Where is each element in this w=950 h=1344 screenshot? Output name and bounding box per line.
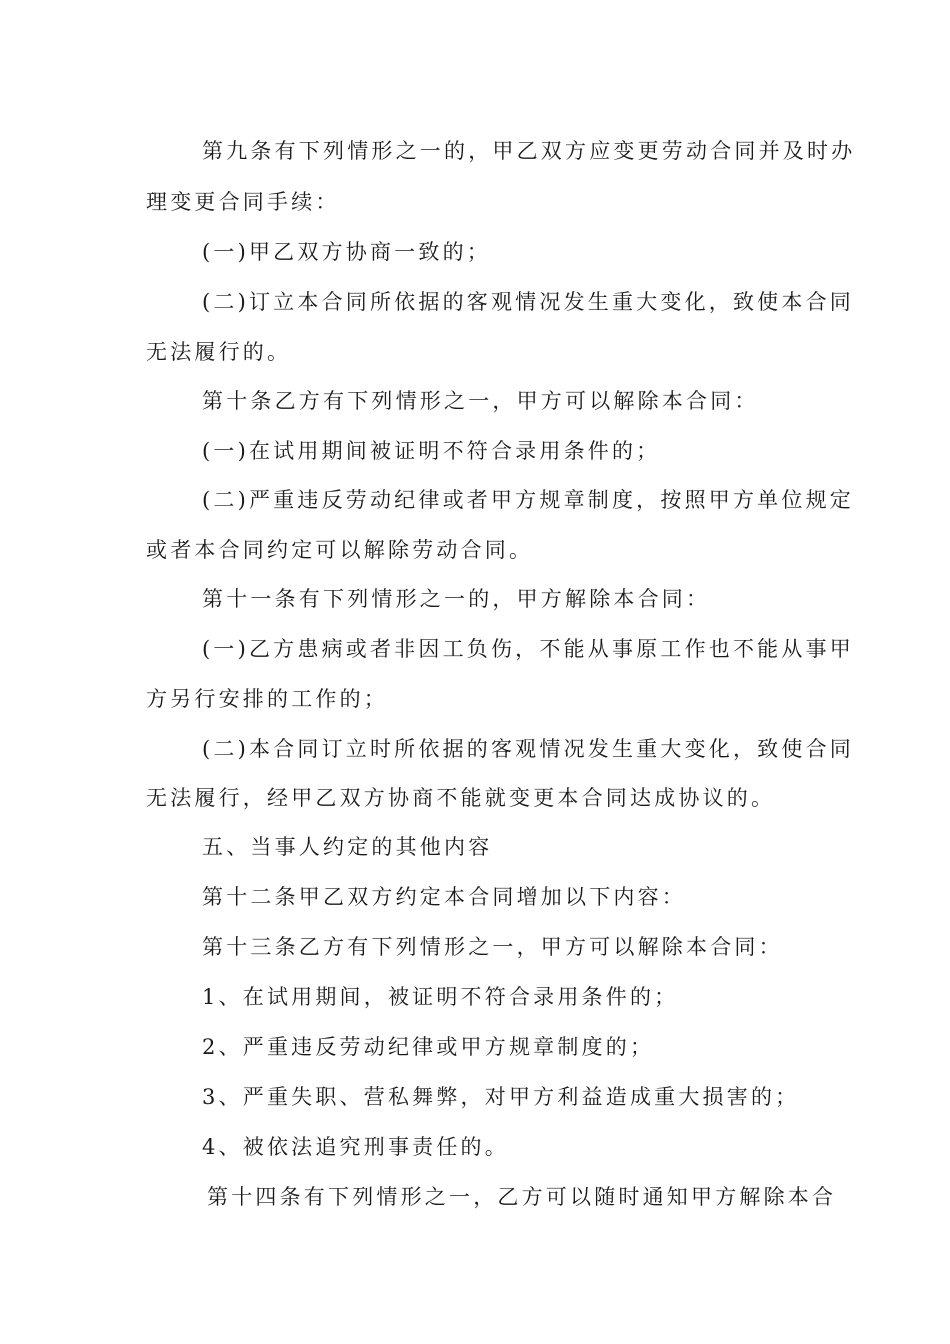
paragraph-line: 第十三条乙方有下列情形之一，甲方可以解除本合同： xyxy=(202,935,783,959)
list-item: 2、严重违反劳动纪律或甲方规章制度的； xyxy=(202,1035,655,1059)
section-heading: 五、当事人约定的其他内容 xyxy=(202,835,493,859)
list-item: 4、被依法追究刑事责任的。 xyxy=(202,1135,509,1159)
list-item: 3、严重失职、营私舞弊，对甲方利益造成重大损害的； xyxy=(202,1085,800,1109)
paragraph-line: (二)严重违反劳动纪律或者甲方规章制度，按照甲方单位规定 xyxy=(202,488,854,512)
paragraph-line: 第九条有下列情形之一的，甲乙双方应变更劳动合同并及时办 xyxy=(202,139,856,163)
paragraph-line: 无法履行，经甲乙双方协商不能就变更本合同达成协议的。 xyxy=(146,786,776,810)
paragraph-line: (一)在试用期间被证明不符合录用条件的； xyxy=(202,439,661,463)
paragraph-line: 方另行安排的工作的； xyxy=(146,687,388,711)
paragraph-line: (二)订立本合同所依据的客观情况发生重大变化，致使本合同 xyxy=(202,290,854,314)
paragraph-line: 理变更合同手续： xyxy=(146,190,340,214)
paragraph-line: 第十二条甲乙双方约定本合同增加以下内容： xyxy=(202,885,686,909)
paragraph-line: 无法履行的。 xyxy=(146,340,292,364)
paragraph-line: 或者本合同约定可以解除劳动合同。 xyxy=(146,538,534,562)
paragraph-line: 第十一条有下列情形之一的，甲方解除本合同： xyxy=(202,587,711,611)
paragraph-line: (二)本合同订立时所依据的客观情况发生重大变化，致使合同 xyxy=(202,737,854,761)
paragraph-line: (一)甲乙双方协商一致的； xyxy=(202,240,491,264)
paragraph-line: (一)乙方患病或者非因工负伤，不能从事原工作也不能从事甲 xyxy=(202,637,854,661)
paragraph-line: 第十四条有下列情形之一，乙方可以随时通知甲方解除本合 xyxy=(207,1185,837,1209)
paragraph-line: 第十条乙方有下列情形之一，甲方可以解除本合同： xyxy=(202,389,759,413)
list-item: 1、在试用期间，被证明不符合录用条件的； xyxy=(202,985,679,1009)
